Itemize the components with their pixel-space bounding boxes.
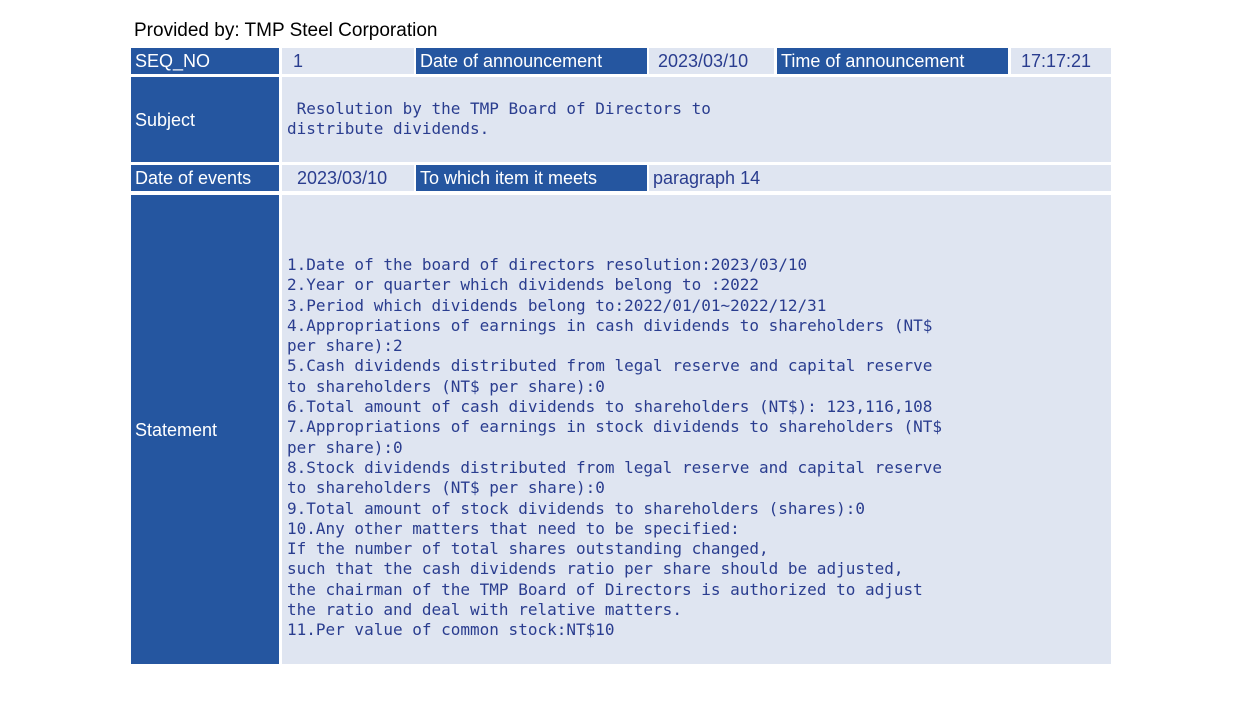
provider-line: Provided by: TMP Steel Corporation — [134, 20, 438, 41]
statement-label: Statement — [131, 195, 279, 664]
item-label: To which item it meets — [416, 165, 647, 191]
statement-text: 1.Date of the board of directors resolution:2023/03/10 2.Year or quarter which dividends belong to :2022 3.Period which dividends belong to:2022/01/01~2022/12/31 4.Appropriations of earnings in cash dividends to shareholders (NT$ per share):2 5.Cash dividends distributed from legal reserve and capital reserve to shareholders (NT$ per share):0 6.Total amount of cash dividends to shareholders (NT$): 123,116,108 7.Appropriations of earnings in stock dividends to shareholders (NT$ per share):0 8.Stock dividends distributed from legal reserve and capital reserve to shareholders (NT$ per share):0 9.Total amount of stock dividends to shareholders (shares):0 10.Any other matters that need to be specified: If the number of total shares outstanding changed, such that the cash dividends ratio per share should be adjusted, the chairman of the TMP Board of Directors is authorized to adjust the ratio and deal with relative matters. 11.Per value of common stock:NT$10 — [287, 255, 943, 640]
announcement-date-label: Date of announcement — [416, 48, 647, 74]
announcement-date-value: 2023/03/10 — [649, 48, 774, 74]
seq-no-value: 1 — [282, 48, 414, 74]
seq-no-label: SEQ_NO — [131, 48, 279, 74]
events-date-value: 2023/03/10 — [282, 165, 414, 191]
statement-value — [282, 195, 1111, 664]
announcement-time-label: Time of announcement — [777, 48, 1008, 74]
events-date-label: Date of events — [131, 165, 279, 191]
subject-label: Subject — [131, 77, 279, 162]
announcement-time-value: 17:17:21 — [1011, 48, 1111, 74]
subject-text: Resolution by the TMP Board of Directors to distribute dividends. — [287, 99, 711, 139]
item-value: paragraph 14 — [649, 165, 1111, 191]
subject-value — [282, 77, 1111, 162]
